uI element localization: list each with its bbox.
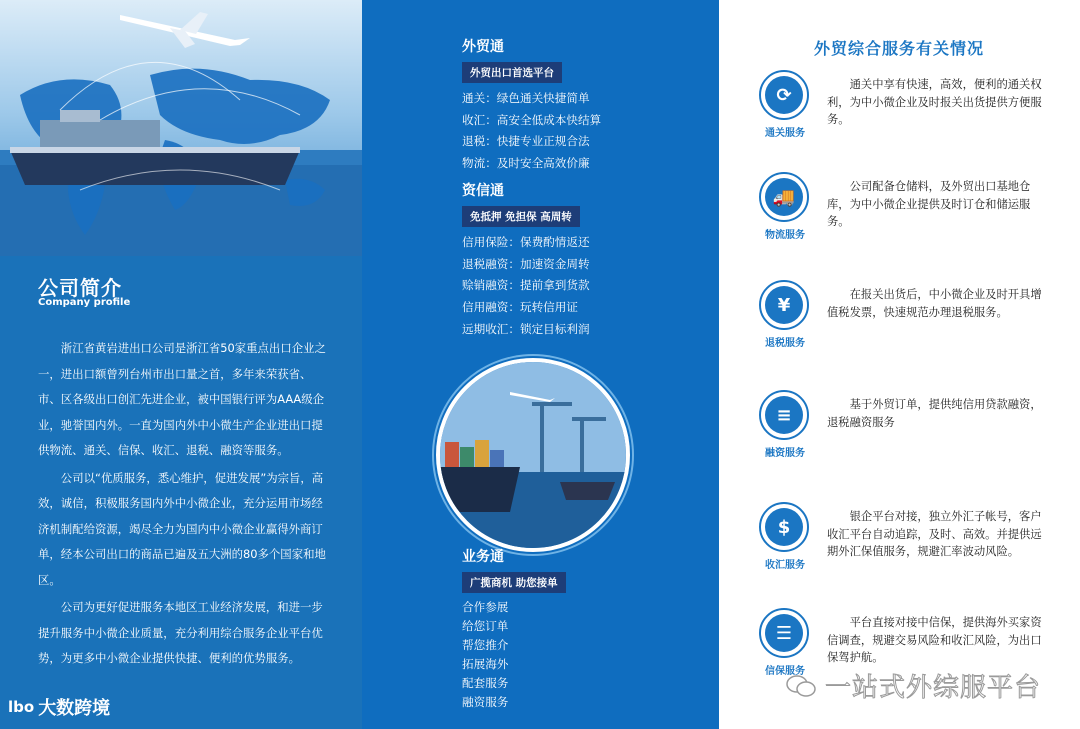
finance-chart-icon: ≡ (759, 390, 809, 440)
section-title: 业务通 (462, 549, 504, 565)
list-item: 给您订单 (462, 619, 509, 633)
brand-name: 大数跨境 (38, 698, 111, 719)
port-ship-circle-image (436, 358, 630, 552)
list-item: 收汇：高安全低成本快结算 (462, 112, 602, 127)
watermark (785, 667, 1041, 704)
brand-footer (8, 694, 110, 720)
company-intro-body (38, 336, 332, 674)
hero-illustration (0, 0, 362, 256)
section-zixintong (462, 180, 590, 341)
service-label: 物流服务 (765, 230, 805, 241)
list-item: 信用融资：玩转信用证 (462, 300, 578, 315)
company-intro-subtitle: Company profile (38, 297, 131, 308)
brand-logo-icon: lbo (8, 698, 35, 716)
section-yewutong (462, 546, 566, 712)
section-list (462, 88, 601, 175)
list-item: 信用保险：保费酌情返还 (462, 235, 590, 249)
intro-paragraph-3: 公司为更好促进服务本地区工业经济发展，和进一步提升服务中小微企业质量，充分利用综合服务企业平台优势，为更多中小微企业提供快捷、便利的优势服务。 (38, 600, 323, 665)
list-item: 融资服务 (462, 695, 509, 709)
intro-paragraph-2: 公司以“优质服务，悉心维护，促进发展”为宗旨，高效，诚信，积极服务国内外中小微企业，充分运用市场经济机制配给资源，竭尽全力为国内中小微企业赢得外商订单，经本公司出口的商品已遍及五大洲的80多个国家和地区。 (38, 470, 326, 587)
list-item: 合作参展 (462, 600, 509, 614)
section-waimaotong (462, 36, 601, 175)
list-item: 物流：及时安全高效价廉 (462, 156, 590, 171)
section-title: 外贸通 (462, 39, 504, 55)
intro-paragraph-1: 浙江省黄岩进出口公司是浙江省50家重点出口企业之一，进出口额曾列台州市出口量之首，多年来荣获省、市、区各级出口创汇先进企业，被中国银行评为AAA级企业，驰誉国内外。一直为国内外中小微生产企业进出口提供物流、通关、信保、收汇、退税、融资等服务。 (38, 341, 326, 457)
service-description: 基于外贸订单，提供纯信用贷款融资，退税融资服务 (827, 398, 1042, 429)
left-panel (0, 0, 362, 729)
hero-world-map-image (0, 0, 362, 256)
service-description: 公司配备仓储料，及外贸出口基地仓库，为中小微企业提供及时订仓和储运服务。 (827, 180, 1031, 228)
service-label: 通关服务 (765, 128, 805, 139)
customs-clearance-icon: ⟳ (759, 70, 809, 120)
list-item: 配套服务 (462, 676, 509, 690)
credit-insurance-icon: ☰ (759, 608, 809, 658)
port-illustration (440, 362, 626, 548)
list-item: 拓展海外 (462, 657, 509, 671)
service-description: 在报关出货后，中小微企业及时开具增值税发票，快速规范办理退税服务。 (827, 288, 1042, 319)
section-list (462, 232, 590, 341)
section-tag: 广揽商机 助您接单 (462, 572, 566, 593)
section-tag: 外贸出口首选平台 (462, 62, 562, 83)
service-label: 收汇服务 (765, 560, 805, 571)
service-label: 融资服务 (765, 448, 805, 459)
service-description: 平台直接对接中信保，提供海外买家资信调查，规避交易风险和收汇风险，为出口保驾护航。 (827, 616, 1042, 664)
list-item: 赊销融资：提前拿到货款 (462, 278, 590, 293)
service-label: 退税服务 (765, 338, 805, 349)
middle-panel (362, 0, 719, 729)
company-intro-title: 公司简介 (38, 276, 122, 300)
right-panel (719, 0, 1080, 729)
wechat-icon (785, 673, 817, 699)
list-item: 通关：绿色通关快捷简单 (462, 91, 590, 105)
section-list (462, 598, 566, 712)
list-item: 远期收汇：锁定目标利润 (462, 321, 590, 336)
list-item: 退税融资：加速资金周转 (462, 256, 590, 271)
yuan-refund-icon: ¥ (759, 280, 809, 330)
section-tag: 免抵押 免担保 高周转 (462, 206, 580, 227)
service-description: 通关中享有快速，高效，便利的通关权利，为中小微企业及时报关出货提供方便服务。 (827, 78, 1042, 126)
services-title: 外贸综合服务有关情况 (814, 39, 985, 58)
service-label: 信保服务 (765, 666, 805, 677)
truck-icon: 🚚 (759, 172, 809, 222)
list-item: 退税：快捷专业正规合法 (462, 134, 590, 149)
dollar-coin-icon: $ (759, 502, 809, 552)
watermark-text: 一站式外综服平台 (825, 673, 1042, 703)
section-title: 资信通 (462, 183, 504, 199)
list-item: 帮您推介 (462, 638, 509, 652)
service-description: 银企平台对接，独立外汇子帐号，客户收汇平台自动追踪，及时、高效。并提供远期外汇保值服务，规避汇率波动风险。 (827, 510, 1042, 558)
